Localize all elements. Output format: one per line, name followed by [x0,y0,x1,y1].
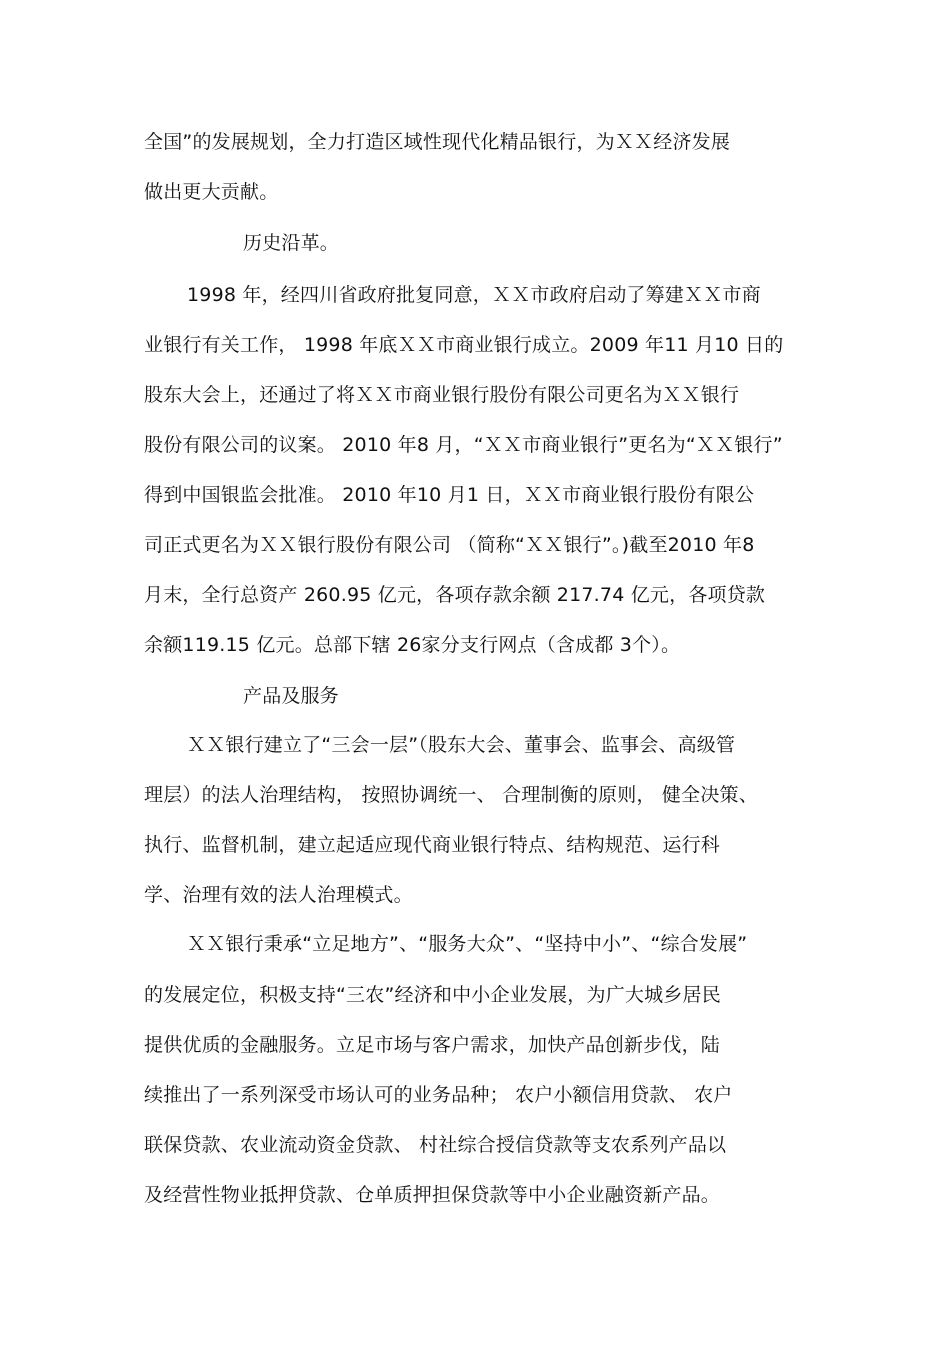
text-line: 股东大会上，还通过了将ＸＸ市商业银行股份有限公司更名为ＸＸ银行 [144,384,740,406]
text-line: 月末，全行总资产 260.95 亿元，各项存款余额 217.74 亿元，各项贷款 [144,584,766,606]
text-line: 1998 年，经四川省政府批复同意，ＸＸ市政府启动了筹建ＸＸ市商 [187,284,761,306]
text-line: 做出更大贡献。 [144,181,279,203]
text-line: 及经营性物业抵押贷款、仓单质押担保贷款等中小企业融资新产品。 [144,1184,721,1206]
text-line: ＸＸ银行建立了“三会一层”（股东大会、董事会、监事会、高级管 [187,734,736,756]
text-line: 司正式更名为ＸＸ银行股份有限公司 （简称“ＸＸ银行”。)截至2010 年8 [144,534,755,556]
text-line: 理层）的法人治理结构， 按照协调统一、 合理制衡的原则， 健全决策、 [144,784,758,806]
section-heading: 历史沿革。 [243,232,340,254]
text-line: 联保贷款、农业流动资金贷款、 村社综合授信贷款等支农系列产品以 [144,1134,727,1156]
text-line: 余额119.15 亿元。总部下辖 26家分支行网点（含成都 3个）。 [144,634,681,656]
text-line: 提供优质的金融服务。立足市场与客户需求，加快产品创新步伐，陆 [144,1034,721,1056]
text-line: 股份有限公司的议案。 2010 年8 月，“ＸＸ市商业银行”更名为“ＸＸ银行” [144,434,783,456]
text-line: 全国”的发展规划，全力打造区域性现代化精品银行，为ＸＸ经济发展 [144,131,731,153]
text-line: 续推出了一系列深受市场认可的业务品种； 农户小额信用贷款、 农户 [144,1084,733,1106]
text-line: 执行、监督机制，建立起适应现代商业银行特点、结构规范、运行科 [144,834,721,856]
text-line: 业银行有关工作， 1998 年底ＸＸ市商业银行成立。2009 年11 月10 日的 [144,334,784,356]
text-line: 得到中国银监会批准。 2010 年10 月1 日，ＸＸ市商业银行股份有限公 [144,484,755,506]
text-line: 的发展定位，积极支持“三农”经济和中小企业发展，为广大城乡居民 [144,984,721,1006]
text-line: ＸＸ银行秉承“立足地方”、“服务大众”、“坚持中小”、“综合发展” [187,933,748,955]
section-heading: 产品及服务 [243,685,340,707]
text-line: 学、治理有效的法人治理模式。 [144,884,413,906]
